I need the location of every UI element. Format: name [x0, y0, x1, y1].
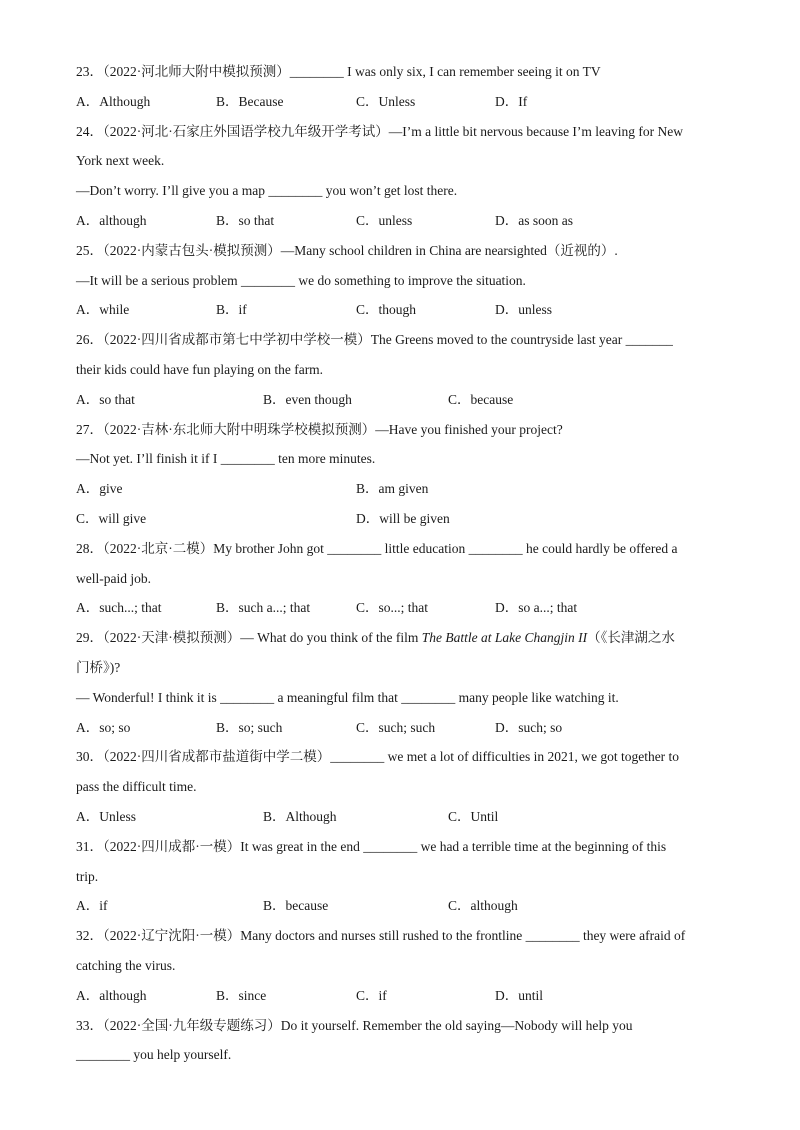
option-b[interactable]: B．because [263, 898, 329, 914]
question-23 [76, 57, 726, 117]
option-row [76, 474, 726, 504]
question-stem-continued: trip. [76, 868, 99, 884]
film-title: The Battle at Lake Changjin II [421, 630, 588, 646]
question-31 [76, 832, 726, 921]
question-32 [76, 921, 726, 1010]
option-row [76, 87, 726, 117]
option-c[interactable]: C．so...; that [356, 600, 429, 616]
option-c[interactable]: C．will give [76, 510, 147, 526]
option-d[interactable]: D．so a...; that [495, 600, 578, 616]
question-stem-prefix: 29．（2022·天津·模拟预测）— What do you think of the film [76, 630, 422, 646]
option-a[interactable]: A．such...; that [76, 600, 162, 616]
option-row [76, 593, 726, 623]
question-27 [76, 415, 726, 534]
option-d[interactable]: D．unless [495, 302, 552, 318]
option-a[interactable]: A．give [76, 481, 123, 497]
option-row [76, 206, 726, 236]
question-29 [76, 623, 726, 742]
question-reply: —Don’t worry. I’ll give you a map ________ you won’t get lost there. [76, 183, 458, 199]
question-stem-continued: catching the virus. [76, 957, 176, 973]
option-row [76, 981, 726, 1011]
option-c[interactable]: C．if [356, 987, 387, 1003]
question-stem-continued: pass the difficult time. [76, 779, 197, 795]
question-stem-continued: well-paid job. [76, 570, 151, 586]
question-stem-suffix: （《长津湖之水 [587, 630, 675, 646]
option-a[interactable]: A．although [76, 987, 147, 1003]
question-stem: 28．（2022·北京·二模）My brother John got ________ little education ________ he could hardly be offered a [76, 540, 678, 556]
option-row [76, 713, 726, 743]
question-stem-continued: their kids could have fun playing on the farm. [76, 361, 324, 377]
question-reply: —It will be a serious problem ________ we do something to improve the situation. [76, 272, 526, 288]
option-a[interactable]: A．so; so [76, 719, 131, 735]
question-stem-continued: ________ you help yourself. [76, 1047, 232, 1063]
question-stem-continued: York next week. [76, 153, 165, 169]
option-b[interactable]: B．since [216, 987, 267, 1003]
option-a[interactable]: A．although [76, 212, 147, 228]
question-28 [76, 534, 726, 623]
option-a[interactable]: A．Unless [76, 808, 136, 824]
option-d[interactable]: D．until [495, 987, 544, 1003]
option-b[interactable]: B．such a...; that [216, 600, 311, 616]
option-c[interactable]: C．such; such [356, 719, 436, 735]
option-b[interactable]: B．if [216, 302, 247, 318]
option-c[interactable]: C．Unless [356, 93, 416, 109]
question-stem: 31．（2022·四川成都·一模）It was great in the end ________ we had a terrible time at the beginning of this [76, 838, 667, 854]
question-stem: 30．（2022·四川省成都市盐道街中学二模）________ we met a lot of difficulties in 2021, we got together to [76, 749, 680, 765]
question-stem: 23．（2022·河北师大附中模拟预测）________ I was only six, I can remember seeing it on TV [76, 64, 601, 79]
option-c[interactable]: C．because [448, 391, 514, 407]
option-c[interactable]: C．though [356, 302, 417, 318]
option-row [76, 295, 726, 325]
option-c[interactable]: C．unless [356, 212, 413, 228]
question-reply: —Not yet. I’ll finish it if I ________ ten more minutes. [76, 451, 376, 467]
question-stem: 33．（2022·全国·九年级专题练习）Do it yourself. Remember the old saying—Nobody will help you [76, 1017, 633, 1033]
question-list [76, 57, 726, 1070]
option-b[interactable]: B．am given [356, 481, 429, 497]
question-stem-continued: 门桥》)? [76, 659, 121, 675]
option-b[interactable]: B．so that [216, 212, 275, 228]
question-30 [76, 742, 726, 831]
question-stem [76, 623, 726, 653]
question-25 [76, 236, 726, 325]
option-row [76, 385, 726, 415]
question-33 [76, 1011, 726, 1071]
option-c[interactable]: C．Until [448, 808, 499, 824]
question-stem: 32．（2022·辽宁沈阳·一模）Many doctors and nurses still rushed to the frontline ________ they were afraid of [76, 928, 686, 944]
option-row [76, 504, 726, 534]
question-stem: 26．（2022·四川省成都市第七中学初中学校一模）The Greens moved to the countryside last year _______ [76, 332, 673, 348]
option-row [76, 802, 726, 832]
question-stem: 24．（2022·河北·石家庄外国语学校九年级开学考试）—I’m a little bit nervous because I’m leaving for New [76, 123, 684, 139]
question-24 [76, 117, 726, 236]
option-b[interactable]: B．Because [216, 93, 284, 109]
option-a[interactable]: A．so that [76, 391, 135, 407]
question-26 [76, 325, 726, 414]
option-a[interactable]: A．if [76, 898, 108, 914]
question-stem: 25．（2022·内蒙古包头·模拟预测）—Many school children in China are nearsighted（近视的）. [76, 242, 618, 258]
option-d[interactable]: D．will be given [356, 510, 450, 526]
question-stem: 27．（2022·吉林·东北师大附中明珠学校模拟预测）—Have you finished your project? [76, 421, 563, 437]
option-c[interactable]: C．although [448, 898, 518, 914]
option-d[interactable]: D．If [495, 93, 528, 109]
option-b[interactable]: B．so; such [216, 719, 283, 735]
option-row [76, 891, 726, 921]
option-b[interactable]: B．even though [263, 391, 352, 407]
option-d[interactable]: D．such; so [495, 719, 563, 735]
question-reply: — Wonderful! I think it is ________ a meaningful film that ________ many people like watching it. [76, 689, 619, 705]
option-d[interactable]: D．as soon as [495, 212, 573, 228]
option-b[interactable]: B．Although [263, 808, 337, 824]
option-a[interactable]: A．while [76, 302, 130, 318]
option-a[interactable]: A．Although [76, 93, 151, 109]
